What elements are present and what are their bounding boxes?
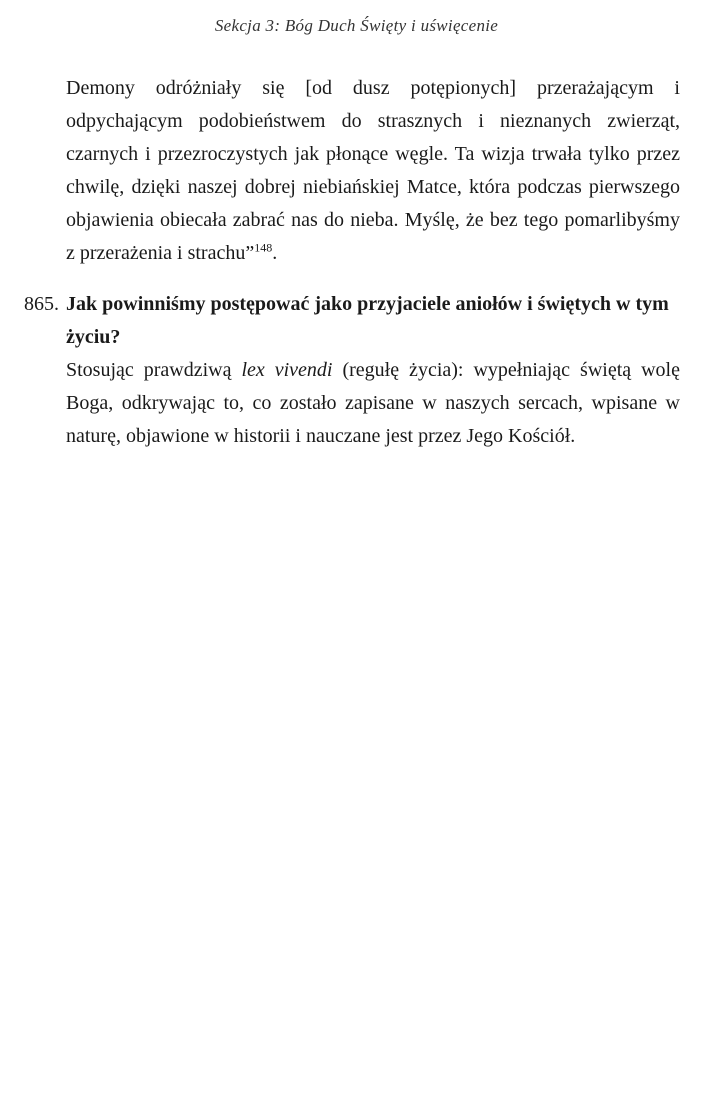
answer-rest: (regułę życia): wypełniając świętą wolę Boga, odkrywając to, co zostało zapisane w naszych sercach, wpisane w naturę, objawione w historii i nauczane jest przez Jego Kościół. (66, 359, 680, 447)
running-head: Sekcja 3: Bóg Duch Święty i uświęcenie (214, 16, 499, 35)
question-865 (24, 288, 680, 453)
question-heading (24, 288, 680, 354)
question-number: 865. (24, 293, 59, 315)
answer-text (66, 354, 680, 453)
quote-end-punct: . (272, 242, 278, 264)
answer-latin-term: lex vivendi (241, 359, 333, 381)
quote-body: Demony odróżniały się [od dusz potępionych] przerażającym i odpychającym podobieństwem do strasznych i nieznanych zwierząt, czarnych i przezroczystych jak płonące węgle. Ta wizja trwała tylko przez chwilę, dzięki naszej dobrej niebiańskiej Matce, która podczas pierwszego objawienia obiecała zabrać nas do nieba. Myślę, że bez tego pomarlibyśmy z przerażenia i strachu” (66, 77, 680, 264)
quote-paragraph (66, 72, 680, 270)
quote-text (66, 72, 680, 270)
footnote-ref[interactable]: 148 (254, 240, 273, 255)
question-text: Jak powinniśmy postępować jako przyjaciele aniołów i świętych w tym życiu? (66, 293, 669, 348)
answer-start: Stosując prawdziwą (66, 359, 242, 381)
